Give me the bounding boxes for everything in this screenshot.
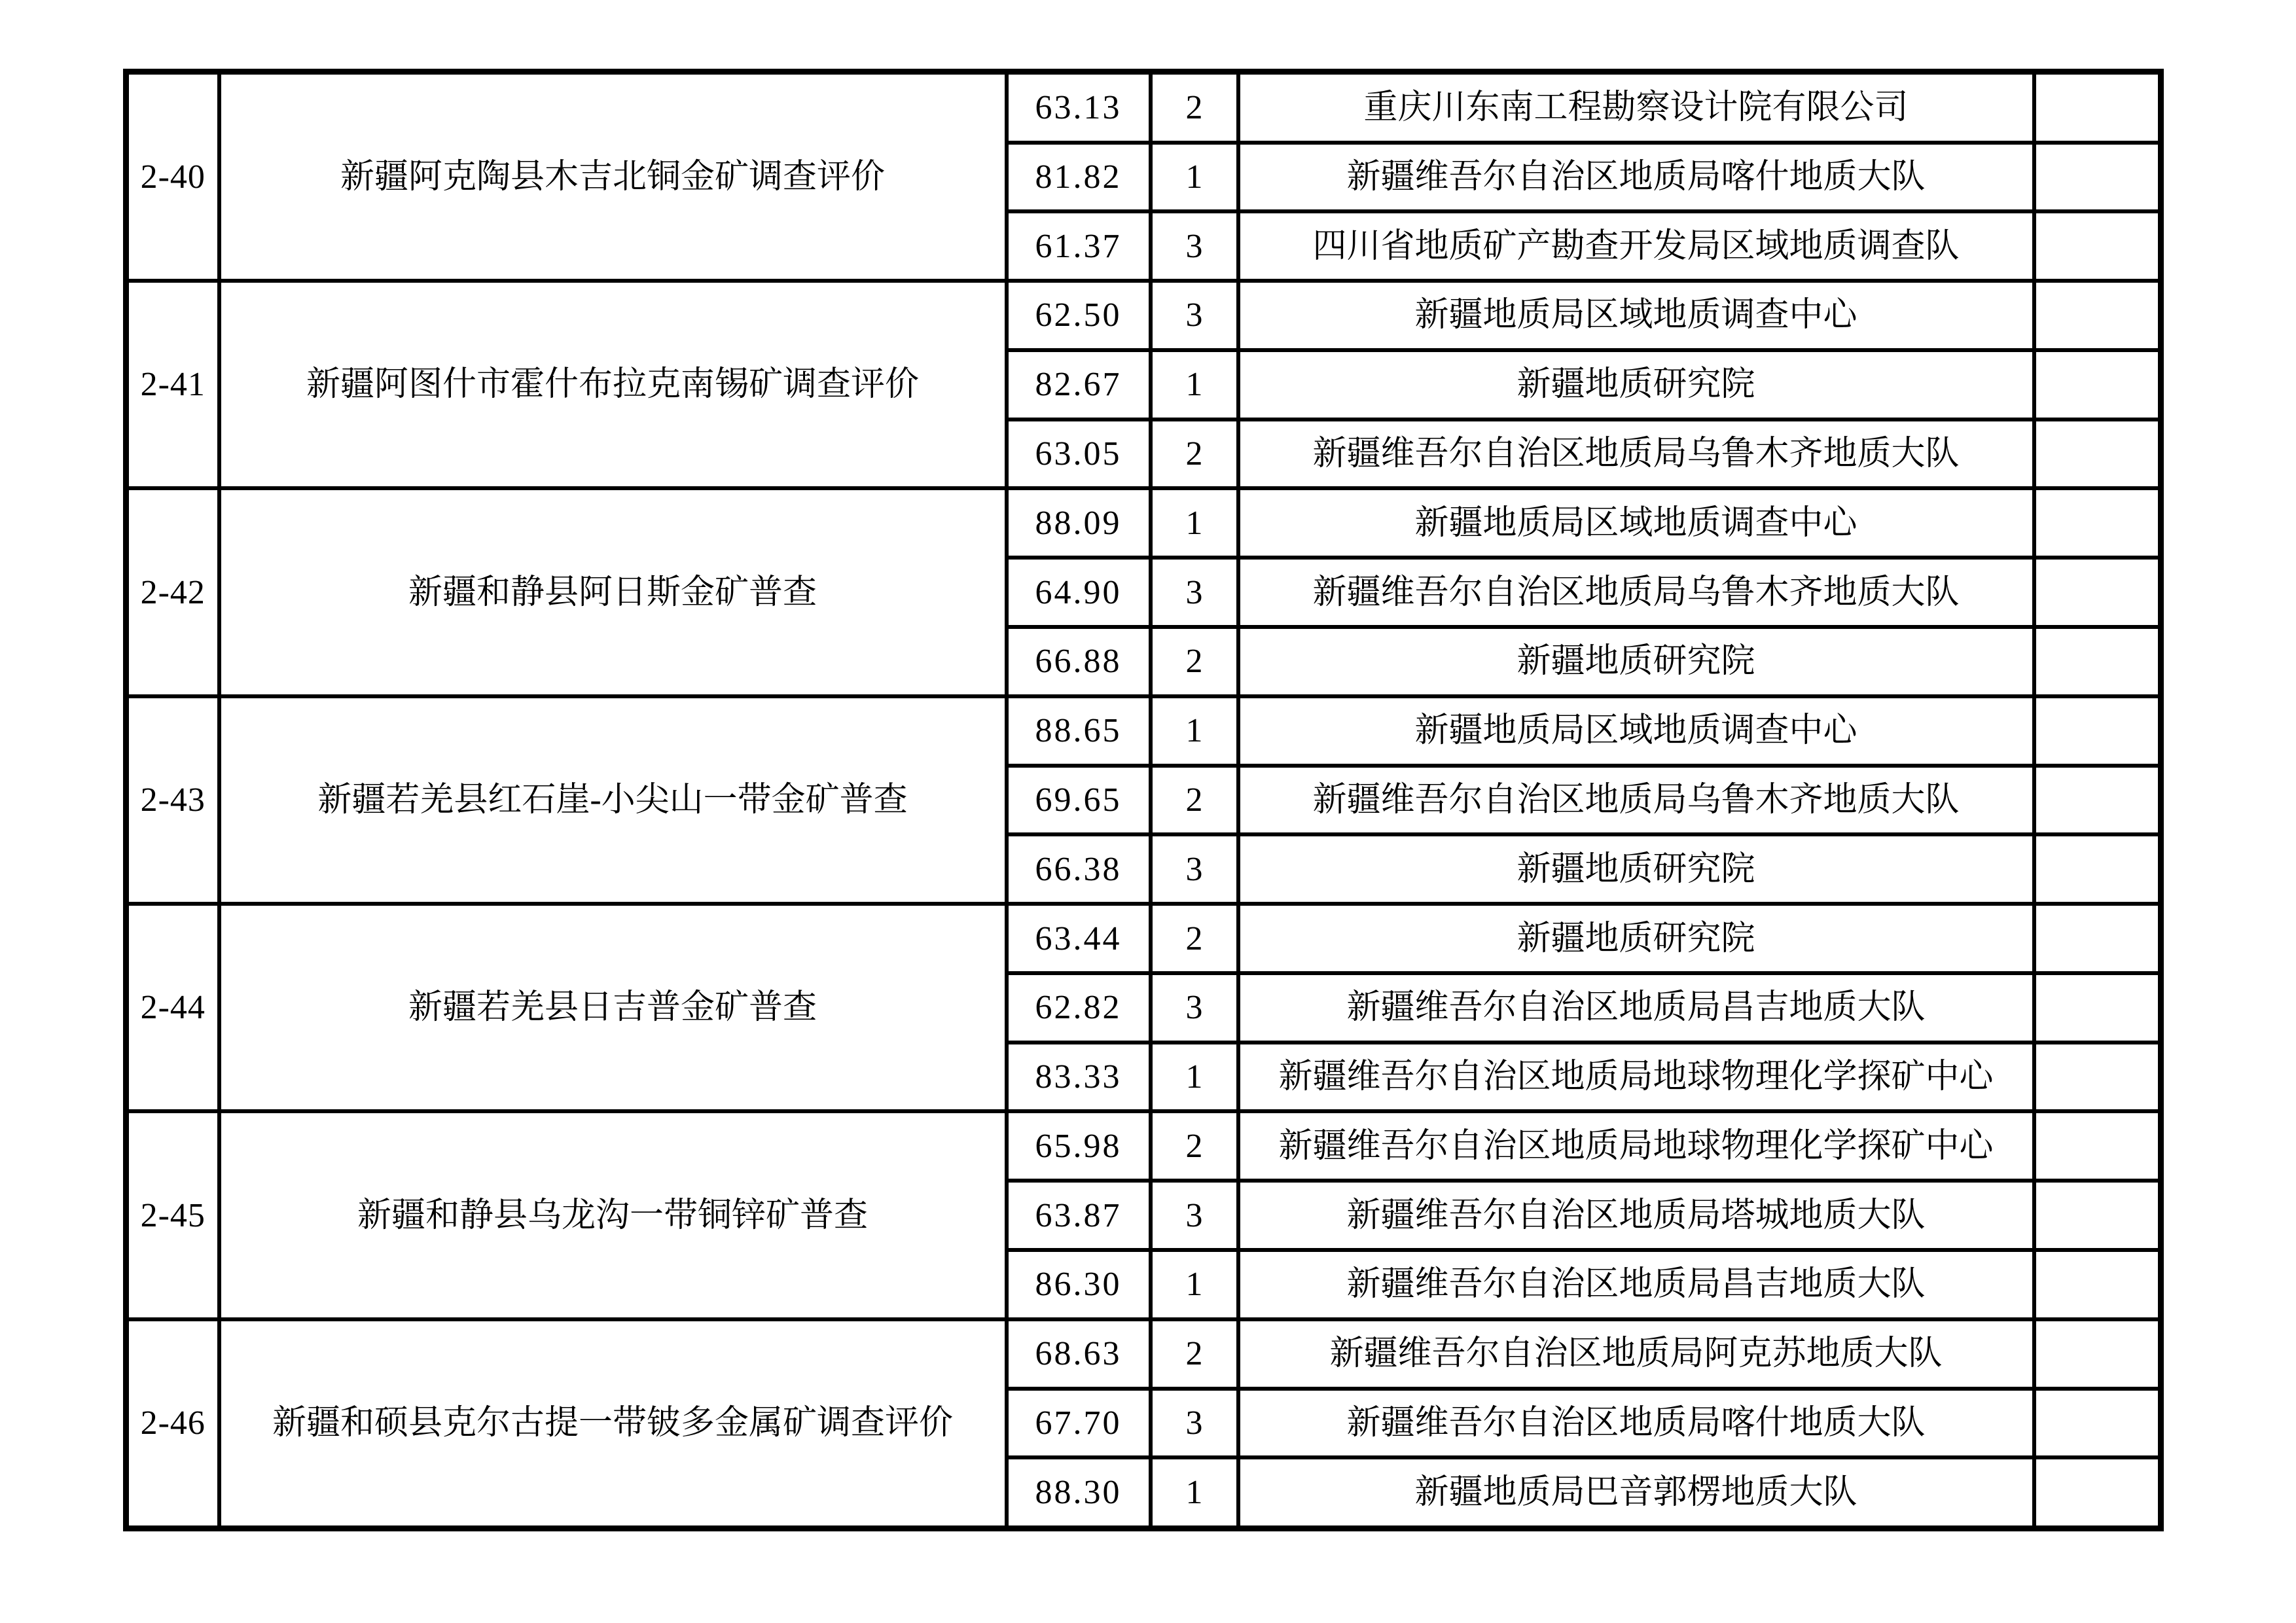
organization-cell: 新疆维吾尔自治区地质局地球物理化学探矿中心 xyxy=(1238,1043,2034,1112)
project-name-cell: 新疆阿克陶县木吉北铜金矿调查评价 xyxy=(219,72,1007,281)
organization-cell: 新疆维吾尔自治区地质局乌鲁木齐地质大队 xyxy=(1238,766,2034,835)
project-id-cell: 2-41 xyxy=(126,281,219,488)
organization-cell: 新疆维吾尔自治区地质局昌吉地质大队 xyxy=(1238,973,2034,1043)
rank-cell: 3 xyxy=(1151,1389,1238,1458)
organization-cell: 新疆维吾尔自治区地质局乌鲁木齐地质大队 xyxy=(1238,419,2034,489)
project-id-cell: 2-40 xyxy=(126,72,219,281)
organization-cell: 新疆地质局区域地质调查中心 xyxy=(1238,488,2034,558)
rank-cell: 2 xyxy=(1151,72,1238,143)
remark-cell xyxy=(2034,558,2161,627)
score-cell: 83.33 xyxy=(1007,1043,1151,1112)
organization-cell: 重庆川东南工程勘察设计院有限公司 xyxy=(1238,72,2034,143)
score-cell: 63.87 xyxy=(1007,1181,1151,1250)
project-id-cell: 2-46 xyxy=(126,1319,219,1529)
score-cell: 61.37 xyxy=(1007,211,1151,281)
project-name-cell: 新疆阿图什市霍什布拉克南锡矿调查评价 xyxy=(219,281,1007,488)
rank-cell: 3 xyxy=(1151,281,1238,350)
evaluation-table xyxy=(123,69,2164,1531)
organization-cell: 新疆地质局巴音郭楞地质大队 xyxy=(1238,1457,2034,1528)
score-cell: 86.30 xyxy=(1007,1250,1151,1319)
organization-cell: 新疆维吾尔自治区地质局喀什地质大队 xyxy=(1238,1389,2034,1458)
project-id-cell: 2-45 xyxy=(126,1111,219,1319)
organization-cell: 新疆维吾尔自治区地质局昌吉地质大队 xyxy=(1238,1250,2034,1319)
rank-cell: 2 xyxy=(1151,627,1238,696)
organization-cell: 新疆地质研究院 xyxy=(1238,904,2034,973)
score-cell: 88.09 xyxy=(1007,488,1151,558)
score-cell: 88.30 xyxy=(1007,1457,1151,1528)
score-cell: 65.98 xyxy=(1007,1111,1151,1181)
organization-cell: 新疆维吾尔自治区地质局乌鲁木齐地质大队 xyxy=(1238,558,2034,627)
rank-cell: 2 xyxy=(1151,419,1238,489)
score-cell: 88.65 xyxy=(1007,696,1151,766)
organization-cell: 四川省地质矿产勘查开发局区域地质调查队 xyxy=(1238,211,2034,281)
score-cell: 69.65 xyxy=(1007,766,1151,835)
remark-cell xyxy=(2034,766,2161,835)
table-row xyxy=(126,281,2161,350)
project-name-cell: 新疆和静县乌龙沟一带铜锌矿普查 xyxy=(219,1111,1007,1319)
score-cell: 62.82 xyxy=(1007,973,1151,1043)
table-row xyxy=(126,488,2161,558)
remark-cell xyxy=(2034,350,2161,419)
project-name-cell: 新疆和静县阿日斯金矿普查 xyxy=(219,488,1007,696)
remark-cell xyxy=(2034,211,2161,281)
remark-cell xyxy=(2034,1319,2161,1389)
organization-cell: 新疆地质局区域地质调查中心 xyxy=(1238,696,2034,766)
rank-cell: 2 xyxy=(1151,904,1238,973)
remark-cell xyxy=(2034,1457,2161,1528)
organization-cell: 新疆维吾尔自治区地质局地球物理化学探矿中心 xyxy=(1238,1111,2034,1181)
organization-cell: 新疆维吾尔自治区地质局塔城地质大队 xyxy=(1238,1181,2034,1250)
score-cell: 66.88 xyxy=(1007,627,1151,696)
rank-cell: 2 xyxy=(1151,1319,1238,1389)
project-name-cell: 新疆若羌县红石崖-小尖山一带金矿普查 xyxy=(219,696,1007,904)
score-cell: 63.05 xyxy=(1007,419,1151,489)
remark-cell xyxy=(2034,419,2161,489)
rank-cell: 1 xyxy=(1151,488,1238,558)
remark-cell xyxy=(2034,1181,2161,1250)
project-name-cell: 新疆和硕县克尔古提一带铍多金属矿调查评价 xyxy=(219,1319,1007,1529)
remark-cell xyxy=(2034,1043,2161,1112)
organization-cell: 新疆地质局区域地质调查中心 xyxy=(1238,281,2034,350)
organization-cell: 新疆维吾尔自治区地质局喀什地质大队 xyxy=(1238,143,2034,212)
rank-cell: 3 xyxy=(1151,834,1238,904)
remark-cell xyxy=(2034,834,2161,904)
score-cell: 82.67 xyxy=(1007,350,1151,419)
score-cell: 67.70 xyxy=(1007,1389,1151,1458)
rank-cell: 3 xyxy=(1151,558,1238,627)
rank-cell: 1 xyxy=(1151,1250,1238,1319)
project-id-cell: 2-43 xyxy=(126,696,219,904)
rank-cell: 3 xyxy=(1151,1181,1238,1250)
rank-cell: 1 xyxy=(1151,143,1238,212)
rank-cell: 1 xyxy=(1151,1043,1238,1112)
rank-cell: 1 xyxy=(1151,1457,1238,1528)
table-row xyxy=(126,1111,2161,1181)
table-row xyxy=(126,1319,2161,1389)
organization-cell: 新疆地质研究院 xyxy=(1238,834,2034,904)
project-id-cell: 2-42 xyxy=(126,488,219,696)
rank-cell: 3 xyxy=(1151,973,1238,1043)
rank-cell: 2 xyxy=(1151,766,1238,835)
organization-cell: 新疆地质研究院 xyxy=(1238,627,2034,696)
remark-cell xyxy=(2034,488,2161,558)
table-row xyxy=(126,696,2161,766)
rank-cell: 1 xyxy=(1151,350,1238,419)
table-row xyxy=(126,904,2161,973)
remark-cell xyxy=(2034,696,2161,766)
score-cell: 68.63 xyxy=(1007,1319,1151,1389)
remark-cell xyxy=(2034,973,2161,1043)
remark-cell xyxy=(2034,1389,2161,1458)
organization-cell: 新疆维吾尔自治区地质局阿克苏地质大队 xyxy=(1238,1319,2034,1389)
rank-cell: 3 xyxy=(1151,211,1238,281)
score-cell: 66.38 xyxy=(1007,834,1151,904)
organization-cell: 新疆地质研究院 xyxy=(1238,350,2034,419)
remark-cell xyxy=(2034,281,2161,350)
rank-cell: 2 xyxy=(1151,1111,1238,1181)
score-cell: 81.82 xyxy=(1007,143,1151,212)
remark-cell xyxy=(2034,627,2161,696)
score-cell: 63.13 xyxy=(1007,72,1151,143)
remark-cell xyxy=(2034,1250,2161,1319)
remark-cell xyxy=(2034,72,2161,143)
remark-cell xyxy=(2034,143,2161,212)
score-cell: 62.50 xyxy=(1007,281,1151,350)
project-id-cell: 2-44 xyxy=(126,904,219,1111)
project-name-cell: 新疆若羌县日吉普金矿普查 xyxy=(219,904,1007,1111)
remark-cell xyxy=(2034,904,2161,973)
rank-cell: 1 xyxy=(1151,696,1238,766)
score-cell: 64.90 xyxy=(1007,558,1151,627)
score-cell: 63.44 xyxy=(1007,904,1151,973)
remark-cell xyxy=(2034,1111,2161,1181)
table-row xyxy=(126,72,2161,143)
